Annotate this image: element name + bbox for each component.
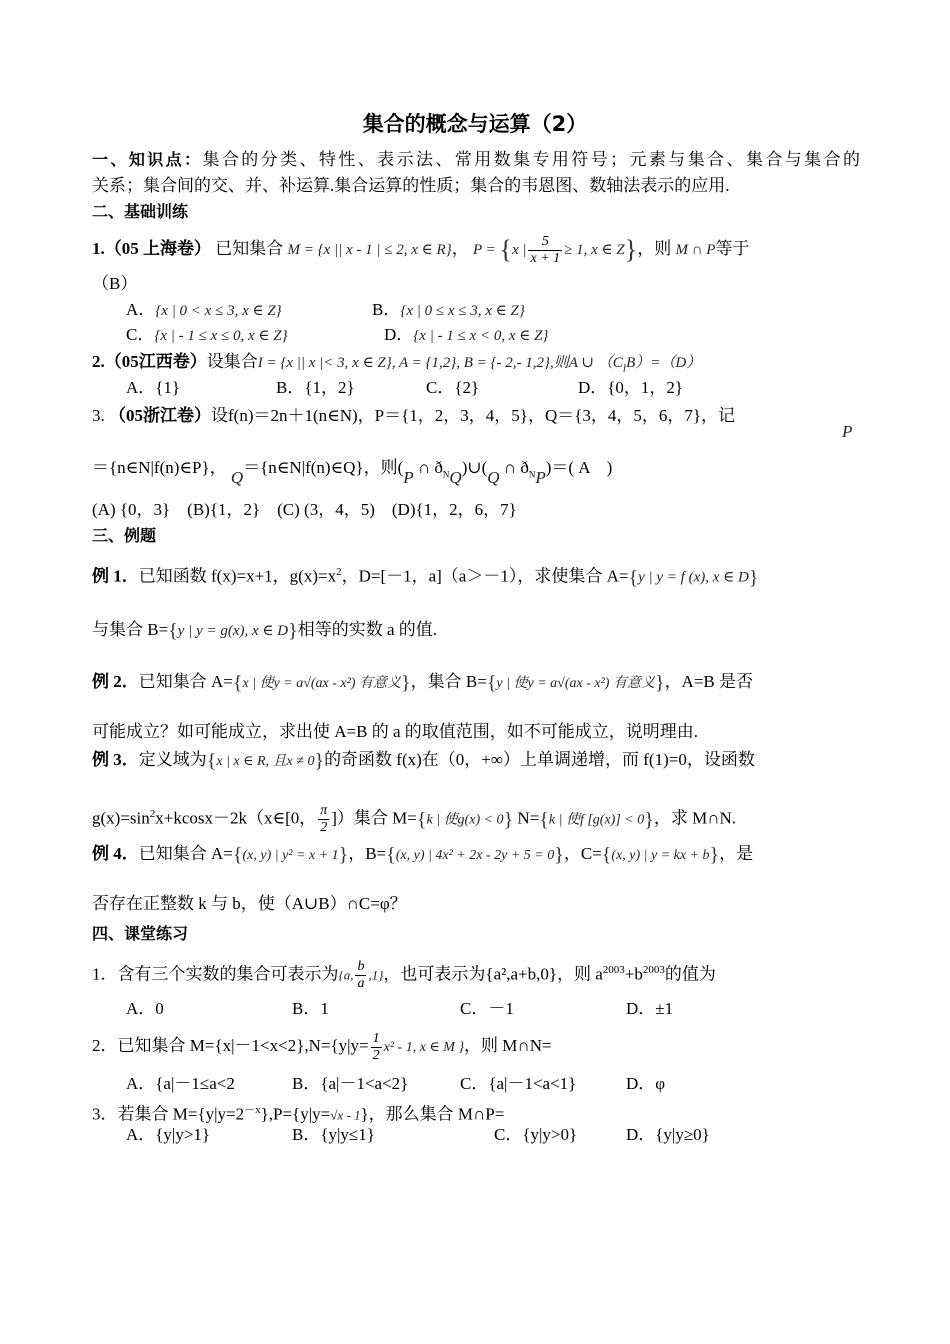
question-2-option-d: D．{0，1，2} [578,378,684,397]
section-heading-knowledge: 一、知识点： [92,150,203,169]
practice-2 [92,1026,860,1066]
example-1-text-d: 相等的实数 a 的值. [297,620,438,639]
question-3-num: 3. [92,406,105,425]
question-1-option-b [372,298,525,323]
question-1-set-m: M = {x || x - 1 | ≤ 2, x ∈ R} [287,242,452,258]
question-2-text-a: 设集合 [206,352,258,371]
brace-right-icon: } [503,808,514,831]
brace-left-icon: { [539,808,549,831]
example-3-line-2d: N= [513,808,540,828]
question-2-expr2: B）=（D） [626,355,702,371]
brace-right-icon: } [748,566,759,589]
question-3-p-hat-3: P [535,468,546,487]
practice-1-option-b: B．1 [292,999,329,1018]
practice-1-option-a: A．0 [126,999,164,1018]
question-1-option-c-label: C． [126,325,155,344]
practice-1-text-d: 的值为 [664,964,716,984]
example-3-frac-den: 2 [320,820,328,836]
example-1-set-a: y | y = f (x), x ∈ D [638,569,749,586]
example-1-line-2 [92,618,860,643]
question-2-option-b: B．{1，2} [276,378,355,397]
practice-1 [92,950,860,990]
question-1-frac-num: 5 [528,234,562,251]
section-heading-basic [92,200,860,224]
question-3-q-hat-2: Q [449,468,462,487]
knowledge-points-line-1 [92,148,860,172]
question-1-set-p-tail: ≥ 1, x ∈ Z [564,242,625,258]
question-3-q-hat-1: Q [230,468,244,487]
example-3-set-n: k | 使f [g(x)] < 0 [548,812,645,828]
practice-2-frac-num: 1 [372,1030,380,1046]
knowledge-points-line-2: 关系；集合间的交、并、补运算.集合运算的性质；集合的韦恩图、数轴法表示的应用. [92,176,730,195]
practice-2-expr: x² - 1, x ∈ M } [383,1040,465,1055]
question-2-expr: I = {x || x |< 3, x ∈ Z}, A = {1,2}, B = {- 2,- 1,2},则A ∪ （C [257,355,623,371]
practice-3-sup: －x [244,1104,261,1116]
practice-1-text-c: +b [624,964,643,984]
example-2-set-a: x | 使y = a√(ax - x²) 有意义 [242,676,402,691]
question-3-line-1 [92,404,860,428]
question-1-answer: （B） [92,274,138,293]
practice-2-fraction [371,1031,382,1064]
question-1-set-p-inner: x | [511,242,527,258]
question-1-option-c-set: {x | - 1 ≤ x ≤ 0, x ∈ Z} [154,328,288,344]
example-3-line-2e: ，求 M∩N. [653,808,737,828]
practice-1-sup-2: 2003 [642,964,665,976]
example-1-line-1 [92,560,860,590]
practice-3-option-b: B．{y|y≤1} [292,1125,375,1144]
brace-right-icon: } [288,620,298,643]
question-1-set-p-lead: P = [472,242,500,258]
example-2-text-c: ，A=B 是否 [664,672,754,691]
practice-2-frac-den: 2 [372,1047,380,1063]
question-2-option-c: C．{2} [426,378,480,397]
section-heading-practice [92,922,860,946]
brace-left-icon: { [232,672,243,695]
example-3-label: 例 3． [92,750,139,769]
example-4-text-d: ，是 [719,844,754,863]
brace-left-icon: { [232,844,243,867]
question-1-expr: M ∩ P [675,242,716,258]
practice-1-set-tail: ,1} [368,967,384,983]
example-1-label: 例 1． [92,566,139,586]
example-3-line-2b: x+kcosx－2k（x∈[0， [155,808,317,828]
example-2-label: 例 2． [92,672,139,691]
question-1-option-a [126,298,282,323]
question-1-source: 1.（05 上海卷） [92,239,211,258]
practice-1-fraction [355,959,366,992]
brace-right-icon: } [654,672,665,695]
brace-left-icon: { [386,844,396,867]
question-1-option-d-label: D． [384,325,414,344]
practice-2-text-a: 2．已知集合 M={x|－1<x<2},N={y|y= [92,1036,369,1055]
question-3-close-1: )∪( [461,458,488,477]
question-3-close-2: )＝( A ) [545,458,613,477]
example-2-line-1 [92,670,860,696]
brace-left-icon: { [486,672,497,695]
practice-1-option-d: D．±1 [626,999,674,1018]
practice-2-option-a: A．{a|－1≤a<2 [126,1074,235,1093]
example-2-line-2: 可能成立？如可能成立，求出使 A=B 的 a 的取值范围，如不可能成立，说明理由. [92,722,698,741]
example-3-fraction [318,803,329,836]
practice-1-frac-num: b [357,959,365,975]
question-1 [92,232,860,266]
brace-left-icon: { [499,235,512,265]
question-3-p-hat-2: P [403,468,414,487]
question-3-line-2b: ＝{n∈N|f(n)∈Q}，则( [243,458,404,477]
example-2-set-b: y | 使y = a√(ax - x²) 有意义 [496,676,655,691]
question-3-expr-mid-1: ∩ ð [417,458,443,477]
example-3-frac-num: π [320,803,328,819]
brace-left-icon: { [206,750,217,773]
practice-3-option-a: A．{y|y>1} [126,1125,211,1144]
practice-1-text-a: 1．含有三个实数的集合可表示为 [92,964,339,984]
example-1-text-a: 已知函数 f(x)=x+1，g(x)=x [138,566,337,586]
example-1-text-b: ，D=[－1，a]（a＞－1），求使集合 A= [341,566,629,586]
question-3-sub-n-1: N [442,469,450,480]
example-3-text-b: 的奇函数 f(x)在（0，+∞）上单调递增，而 f(1)=0，设函数 [324,750,755,769]
question-3-line-2a: ＝{n∈N|f(n)∈P}， [92,458,227,477]
brace-right-icon: } [401,672,411,695]
brace-left-icon: { [628,566,639,589]
question-1-option-d [384,323,548,348]
brace-left-icon: { [416,808,427,831]
page-title: 集合的概念与运算（2） [362,112,588,136]
example-1-sup: 2 [336,566,342,578]
question-3-options: (A) {0，3} (B){1，2} (C) (3，4，5) (D){1，2，6，7} [92,500,517,519]
example-1-set-b: y | y = g(x), x ∈ D [177,623,289,639]
question-2-source: 2.（05江西卷） [92,352,207,371]
practice-3-expr: √x - 1 [330,1107,361,1123]
question-1-text-c: 等于 [715,239,750,258]
question-1-option-d-set: {x | - 1 ≤ x < 0, x ∈ Z} [413,328,549,344]
practice-2-option-d: D．φ [626,1074,666,1093]
question-2-option-a: A．{1} [126,378,181,397]
practice-1-set-lead: {a, [338,967,354,983]
practice-2-text-b: ，则 M∩N= [464,1036,552,1055]
practice-1-option-c: C．－1 [460,999,514,1018]
brace-right-icon: } [709,844,720,867]
question-1-frac-den: x + 1 [530,250,561,266]
question-3-text: 设f(n)＝2n＋1(n∈N)，P＝{1，2，3，4，5}，Q＝{3，4，5，6，7}，记 [211,406,736,425]
section-heading-examples-text: 三、例题 [92,526,157,545]
example-1-text-c: 与集合 B= [92,620,169,639]
question-1-option-b-label: B． [372,300,401,319]
section-heading-examples [92,524,860,548]
question-1-option-a-label: A． [126,300,156,319]
question-3-p-hat [842,420,852,444]
practice-1-frac-den: a [357,976,365,992]
practice-3-text-a: 3．若集合 M={y|y=2 [92,1104,245,1124]
example-4-set-b: (x, y) | 4x² + 2x - 2y + 5 = 0 [395,848,555,863]
question-3-p-hat-text: P [842,422,853,441]
brace-left-icon: { [168,620,178,643]
practice-3-option-c: C．{y|y>0} [494,1125,578,1144]
example-3-set: x | x ∈ R, 且x ≠ 0 [216,754,315,769]
question-1-text-a: 已知集合 [215,239,284,258]
question-1-text-b: ，则 [637,239,672,258]
example-4-text-a: 已知集合 A= [138,844,233,863]
example-4-label: 例 4． [92,844,139,863]
question-3-q-hat-3: Q [487,468,500,487]
question-1-option-b-set: {x | 0 ≤ x ≤ 3, x ∈ Z} [400,303,525,319]
example-3-sup: 2 [149,808,156,820]
example-2-text-b: ，集合 B= [410,672,487,691]
practice-2-option-b: B．{a|－1<a<2} [292,1074,409,1093]
section-heading-practice-text: 四、课堂练习 [92,924,189,943]
example-4-set-a: (x, y) | y² = x + 1 [242,848,339,863]
example-3-line-2a: g(x)=sin [92,808,150,828]
brace-right-icon: } [624,235,638,265]
question-3-sub-n-2: N [528,469,536,480]
example-3-line-2 [92,794,860,834]
brace-right-icon: } [338,844,349,867]
question-1-fraction [528,234,562,267]
question-3-source: （05浙江卷） [109,406,211,425]
example-2-text-a: 已知集合 A= [138,672,233,691]
example-3-text-a: 定义域为 [138,750,207,769]
brace-right-icon: } [644,808,654,831]
practice-2-option-c: C．{a|－1<a<1} [460,1074,577,1093]
example-4-text-b: ，B= [348,844,387,863]
practice-1-text-b: ，也可表示为{a²,a+b,0}，则 a [383,964,603,984]
practice-3-option-d: D．{y|y≥0} [626,1125,710,1144]
example-4-line-2: 否存在正整数 k 与 b，使（A∪B）∩C=φ？ [92,894,407,913]
example-4-set-c: (x, y) | y = kx + b [611,848,710,863]
question-1-sep: ， [451,239,469,258]
question-1-option-c [126,323,288,348]
example-4-text-c: ，C= [563,844,602,863]
practice-1-sup-1: 2003 [602,964,625,976]
brace-right-icon: } [314,750,325,773]
practice-3-text-c: }，那么集合 M∩P= [360,1104,505,1124]
example-4-line-1 [92,842,860,868]
brace-right-icon: } [554,844,564,867]
question-2-sub: I [622,363,627,375]
example-3-line-2c: ]）集合 M= [331,808,417,828]
example-3-line-1 [92,748,860,774]
practice-3-text-b: },P={y|y= [260,1104,331,1124]
question-1-option-a-set: {x | 0 < x ≤ 3, x ∈ Z} [155,303,282,319]
example-3-set-m: k | 使g(x) < 0 [426,812,504,828]
question-3-expr-mid-2: ∩ ð [503,458,529,477]
brace-left-icon: { [601,844,612,867]
question-3-line-2 [92,456,860,486]
knowledge-text-1: 集合的分类、特性、表示法、常用数集专用符号；元素与集合、集合与集合的 [202,150,860,169]
section-heading-basic-text: 二、基础训练 [92,202,189,221]
